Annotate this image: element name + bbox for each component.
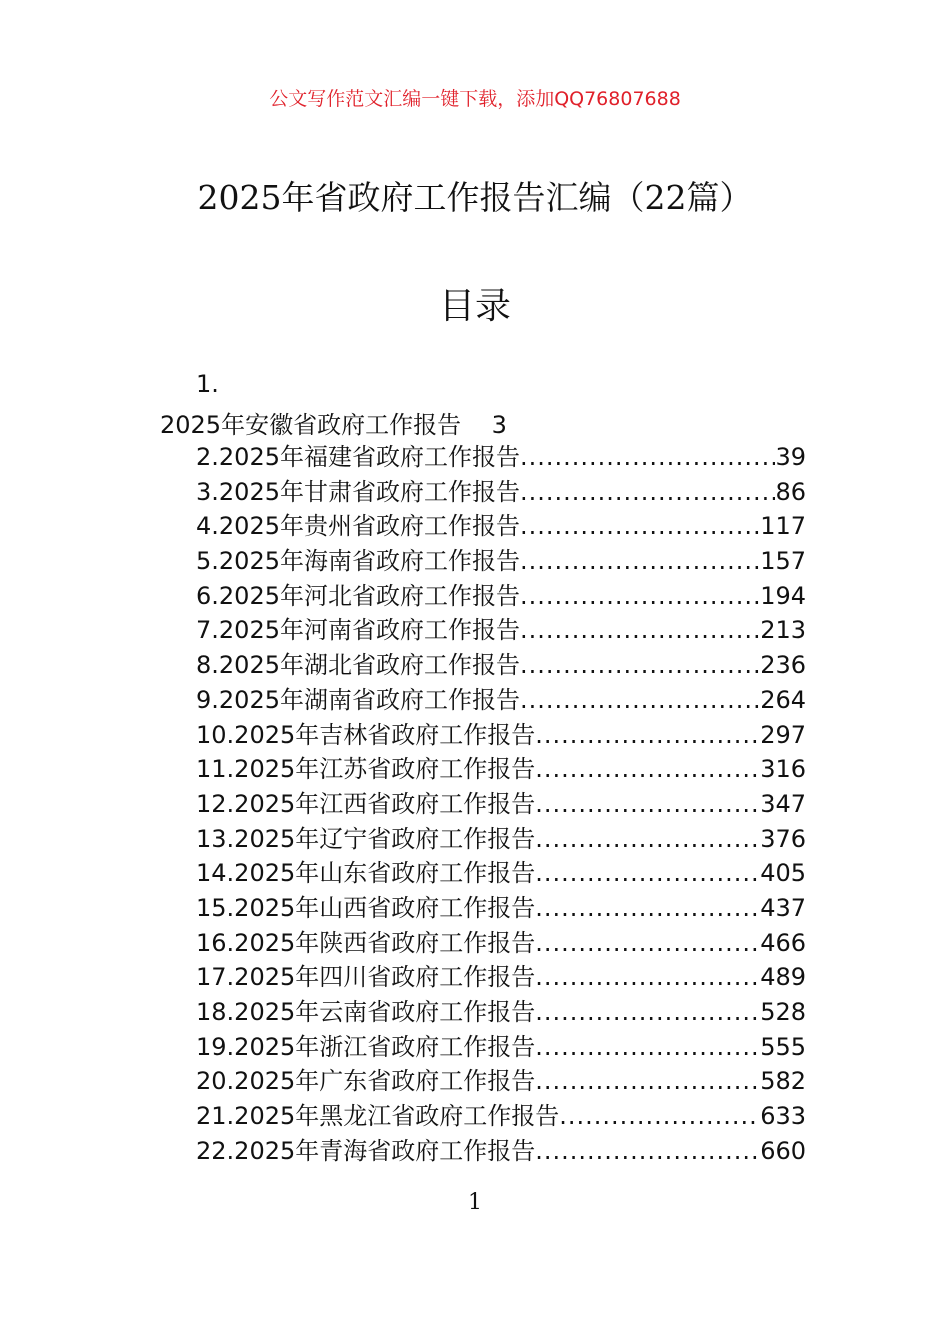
toc-entry[interactable] xyxy=(196,683,806,718)
header-note: 公文写作范文汇编一键下载，添加QQ76807688 xyxy=(269,88,681,110)
toc-entry-page: 236 xyxy=(760,651,806,680)
toc-dot-leader xyxy=(535,1134,760,1169)
toc-entry-label: 16.2025年陕西省政府工作报告 xyxy=(196,928,536,957)
toc-dot-leader xyxy=(535,891,760,926)
toc-entry-label: 22.2025年青海省政府工作报告 xyxy=(196,1136,536,1165)
toc-entry-page: 528 xyxy=(760,998,806,1026)
toc-entry-label: 20.2025年广东省政府工作报告 xyxy=(196,1067,536,1096)
toc-entry-label: 19.2025年浙江省政府工作报告 xyxy=(196,1032,536,1061)
toc-entry[interactable] xyxy=(196,1099,806,1134)
toc-first-number: 1. xyxy=(196,370,219,398)
toc-dot-leader xyxy=(535,995,760,1030)
toc-dot-leader xyxy=(559,1099,760,1134)
toc-entry-label: 2.2025年福建省政府工作报告 xyxy=(196,443,520,471)
toc-dot-leader xyxy=(520,613,760,648)
toc-entry-page: 437 xyxy=(760,893,806,922)
toc-dot-leader xyxy=(535,822,760,857)
toc-entry-page: 264 xyxy=(760,685,806,714)
toc-entry-page: 466 xyxy=(760,928,806,957)
toc-entry-label: 17.2025年四川省政府工作报告 xyxy=(196,963,536,992)
toc-entry-page: 3 xyxy=(491,411,507,439)
toc-dot-leader xyxy=(520,544,760,579)
toc-entry-page: 297 xyxy=(760,720,806,749)
toc-dot-leader xyxy=(520,579,760,614)
toc-entry-label: 12.2025年江西省政府工作报告 xyxy=(196,789,536,818)
toc-entry[interactable] xyxy=(196,1134,806,1169)
toc-entry-label: 15.2025年山西省政府工作报告 xyxy=(196,893,536,922)
toc-dot-leader xyxy=(535,718,760,753)
toc-entry-label: 6.2025年河北省政府工作报告 xyxy=(196,581,520,610)
toc-entry-label: 8.2025年湖北省政府工作报告 xyxy=(196,651,520,680)
toc-dot-leader xyxy=(520,440,775,475)
toc-dot-leader xyxy=(535,752,760,787)
toc-entry-label: 2025年安徽省政府工作报告 xyxy=(160,411,462,439)
toc-entry-page: 39 xyxy=(775,443,806,471)
toc-entry[interactable] xyxy=(196,856,806,891)
toc-entry-label: 11.2025年江苏省政府工作报告 xyxy=(196,755,536,784)
toc-entry[interactable] xyxy=(196,648,806,683)
toc-entry-page: 405 xyxy=(760,859,806,888)
toc-entry-page: 213 xyxy=(760,616,806,645)
toc-entry[interactable] xyxy=(196,509,806,544)
toc-dot-leader xyxy=(535,1064,760,1099)
document-title: 2025年省政府工作报告汇编（22篇） xyxy=(197,178,753,217)
toc-entry[interactable] xyxy=(196,718,806,753)
toc-entry[interactable] xyxy=(196,579,806,614)
toc-entry-1[interactable] xyxy=(160,405,507,440)
toc-entry-label: 3.2025年甘肃省政府工作报告 xyxy=(196,477,520,506)
toc-entry-page: 376 xyxy=(760,824,806,853)
toc-entry-page: 316 xyxy=(760,755,806,784)
toc-dot-leader xyxy=(535,926,760,961)
toc-entry-label: 10.2025年吉林省政府工作报告 xyxy=(196,720,536,749)
toc-dot-leader xyxy=(520,509,760,544)
toc-entry-label: 14.2025年山东省政府工作报告 xyxy=(196,859,536,888)
toc-entry[interactable] xyxy=(196,752,806,787)
toc-entry-label: 5.2025年海南省政府工作报告 xyxy=(196,547,520,576)
table-of-contents xyxy=(196,440,806,1168)
toc-entry-label: 18.2025年云南省政府工作报告 xyxy=(196,998,536,1026)
toc-entry[interactable] xyxy=(196,475,806,510)
toc-entry[interactable] xyxy=(196,822,806,857)
toc-heading: 目录 xyxy=(438,286,511,327)
toc-entry-page: 347 xyxy=(760,789,806,818)
toc-entry-page: 555 xyxy=(760,1032,806,1061)
toc-dot-leader xyxy=(535,787,760,822)
toc-entry[interactable] xyxy=(196,926,806,961)
toc-entry[interactable] xyxy=(196,1030,806,1065)
toc-entry[interactable] xyxy=(196,960,806,995)
toc-dot-leader xyxy=(535,1030,760,1065)
toc-entry-label: 21.2025年黑龙江省政府工作报告 xyxy=(196,1102,560,1131)
toc-dot-leader xyxy=(520,648,760,683)
toc-entry-page: 489 xyxy=(760,963,806,992)
toc-entry[interactable] xyxy=(196,1064,806,1099)
toc-entry[interactable] xyxy=(196,613,806,648)
toc-dot-leader xyxy=(520,475,775,510)
toc-dot-leader xyxy=(535,856,760,891)
toc-entry[interactable] xyxy=(196,544,806,579)
toc-entry-label: 13.2025年辽宁省政府工作报告 xyxy=(196,824,536,853)
toc-entry-page: 86 xyxy=(775,477,806,506)
toc-entry-page: 582 xyxy=(760,1067,806,1096)
toc-entry[interactable] xyxy=(196,891,806,926)
toc-dot-leader xyxy=(535,960,760,995)
toc-entry-page: 660 xyxy=(760,1136,806,1165)
toc-entry[interactable] xyxy=(196,787,806,822)
toc-entry-page: 194 xyxy=(760,581,806,610)
toc-entry[interactable] xyxy=(196,995,806,1030)
toc-entry-page: 633 xyxy=(760,1102,806,1131)
toc-entry[interactable] xyxy=(196,440,806,475)
page-number: 1 xyxy=(468,1190,482,1215)
toc-entry-page: 117 xyxy=(760,512,806,541)
toc-entry-page: 157 xyxy=(760,547,806,576)
toc-dot-leader xyxy=(520,683,760,718)
toc-entry-label: 9.2025年湖南省政府工作报告 xyxy=(196,685,520,714)
toc-entry-label: 4.2025年贵州省政府工作报告 xyxy=(196,512,520,541)
toc-entry-label: 7.2025年河南省政府工作报告 xyxy=(196,616,520,645)
